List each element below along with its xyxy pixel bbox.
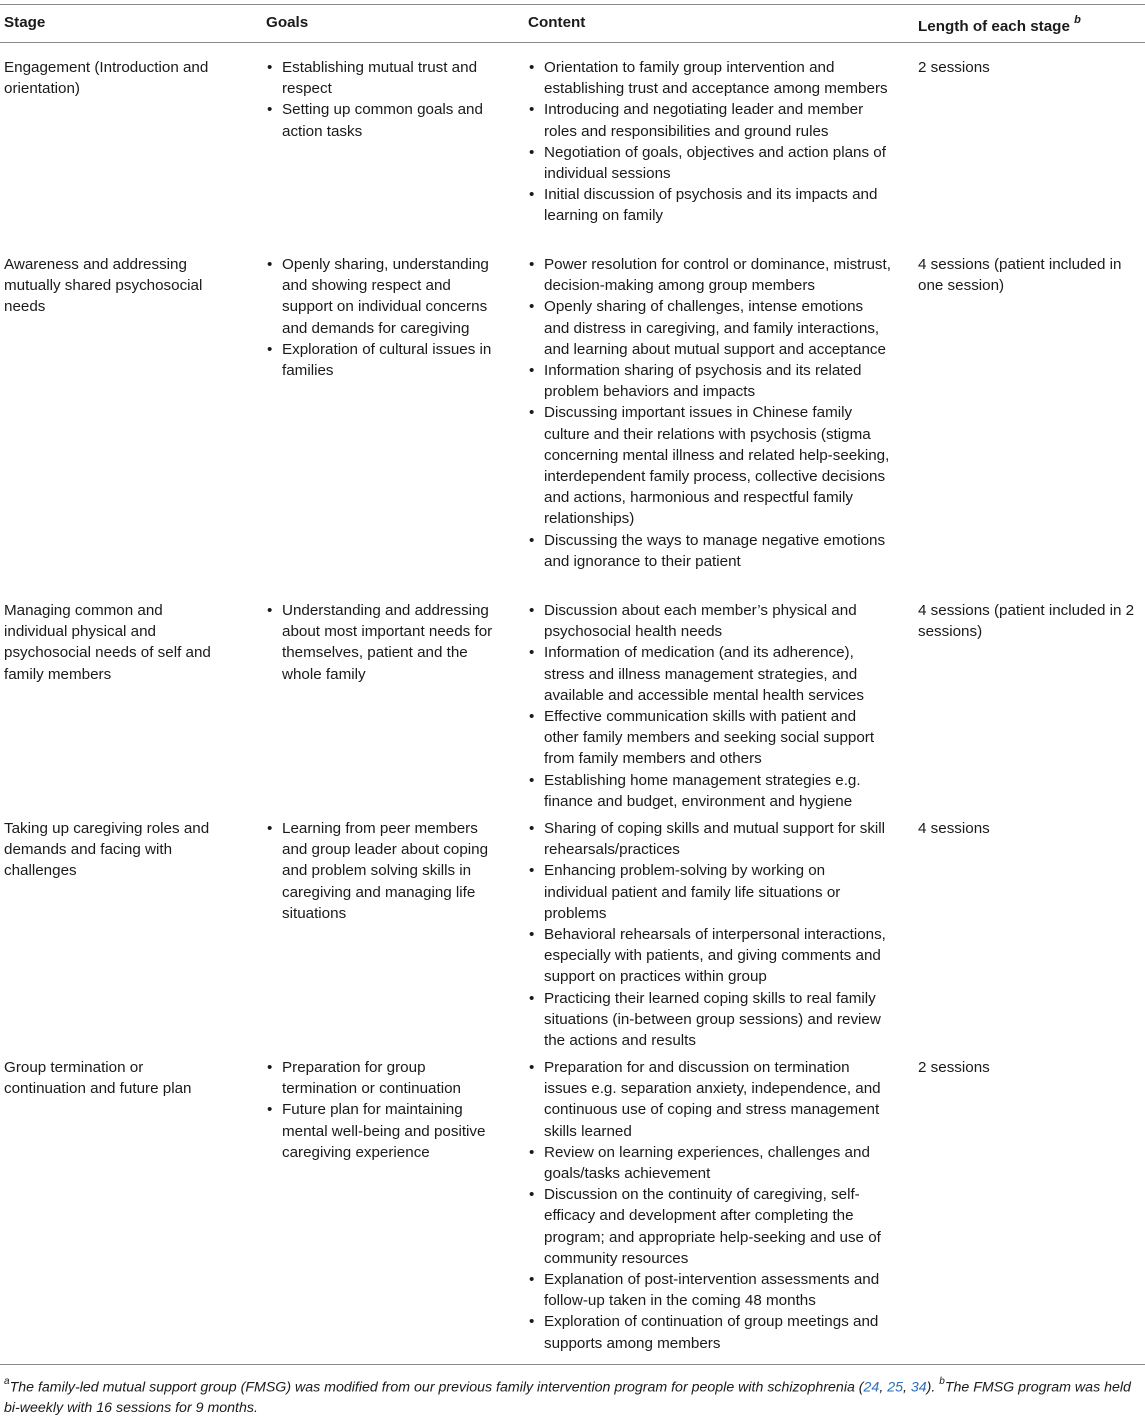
- header-length: [918, 12, 1081, 37]
- content-item: • Discussing important issues in Chinese family culture and their relations with psychosis (stigma concerning mental illness and related help-seeking, interdependent family process, collective decisions and actions, harmonious and respectful family relationships): [528, 402, 892, 529]
- header-stage-label: Stage: [4, 14, 46, 31]
- goals-list: [266, 1057, 502, 1163]
- content-item: • Orientation to family group intervention and establishing trust and acceptance among members: [528, 57, 892, 99]
- content-item: • Discussion on the continuity of caregiving, self-efficacy and development after completing the program; and appropriate help-seeking and use of community resources: [528, 1184, 892, 1269]
- content-item: • Information sharing of psychosis and its related problem behaviors and impacts: [528, 360, 892, 402]
- content-item: • Behavioral rehearsals of interpersonal interactions, especially with patients, and giving comments and support on practices within group: [528, 924, 892, 988]
- goal-item: • Setting up common goals and action tasks: [266, 99, 502, 141]
- header-length-footnote-mark: b: [1074, 14, 1081, 26]
- content-item: • Exploration of continuation of group meetings and supports among members: [528, 1311, 892, 1353]
- goal-item: • Understanding and addressing about most important needs for themselves, patient and the whole family: [266, 600, 502, 685]
- goal-item: • Establishing mutual trust and respect: [266, 57, 502, 99]
- stage-cell: Managing common and individual physical and psychosocial needs of self and family members: [4, 602, 211, 683]
- content-list: [528, 57, 892, 227]
- header-content-label: Content: [528, 14, 586, 31]
- content-item: • Effective communication skills with patient and other family members and seeking social support from family members and others: [528, 706, 892, 770]
- length-cell: 2 sessions: [918, 1059, 990, 1076]
- content-item: • Initial discussion of psychosis and its impacts and learning on family: [528, 184, 892, 226]
- content-item: • Openly sharing of challenges, intense emotions and distress in caregiving, and family interactions, and learning about mutual support and acceptance: [528, 296, 892, 360]
- header-length-label: Length of each stage: [918, 18, 1070, 36]
- content-item: • Establishing home management strategies e.g. finance and budget, environment and hygiene: [528, 770, 892, 812]
- content-list: [528, 818, 892, 1051]
- content-item: • Explanation of post-intervention assessments and follow-up taken in the coming 48 months: [528, 1269, 892, 1311]
- length-cell: 4 sessions: [918, 820, 990, 837]
- footnote-separator: ,: [879, 1379, 888, 1396]
- reference-link[interactable]: 25: [887, 1379, 903, 1396]
- content-item: • Sharing of coping skills and mutual support for skill rehearsals/practices: [528, 818, 892, 860]
- table-bottom-rule: [0, 1364, 1145, 1365]
- stage-cell: Awareness and addressing mutually shared psychosocial needs: [4, 256, 203, 316]
- content-item: • Negotiation of goals, objectives and action plans of individual sessions: [528, 142, 892, 184]
- content-list: [528, 254, 892, 572]
- footnote-separator: ,: [903, 1379, 911, 1396]
- content-item: • Introducing and negotiating leader and member roles and responsibilities and ground rules: [528, 99, 892, 141]
- footnote-a-mark: a: [4, 1376, 10, 1387]
- content-item: • Power resolution for control or dominance, mistrust, decision-making among group members: [528, 254, 892, 296]
- footnote-a-end: ).: [926, 1379, 940, 1396]
- content-item: • Enhancing problem-solving by working on individual patient and family life situations or problems: [528, 860, 892, 924]
- reference-link[interactable]: 24: [863, 1379, 880, 1396]
- goal-item: • Openly sharing, understanding and showing respect and support on individual concerns and demands for caregiving: [266, 254, 502, 339]
- table-footnote: [4, 1374, 1142, 1419]
- content-item: • Discussion about each member’s physical and psychosocial health needs: [528, 600, 892, 642]
- goal-item: • Learning from peer members and group leader about coping and problem solving skills in caregiving and managing life situations: [266, 818, 502, 924]
- goals-list: [266, 818, 502, 924]
- content-list: [528, 1057, 892, 1354]
- goals-list: [266, 254, 502, 381]
- content-item: • Preparation for and discussion on termination issues e.g. separation anxiety, independence, and continuous use of coping and stress management skills learned: [528, 1057, 892, 1142]
- length-cell: 4 sessions (patient included in one session): [918, 256, 1122, 295]
- table-header-rule: [0, 42, 1145, 43]
- footnote-a-text: The family-led mutual support group (FMSG) was modified from our previous family intervention program for people with schizophrenia (: [9, 1379, 864, 1396]
- header-content: [528, 12, 585, 33]
- footnote-b-text: The FMSG program was held bi-weekly with 16 sessions for 9 months.: [4, 1379, 1131, 1417]
- goals-list: [266, 57, 502, 142]
- footnote-b-mark: b: [939, 1376, 945, 1387]
- content-item: • Practicing their learned coping skills to real family situations (in-between group sessions) and review the actions and results: [528, 988, 892, 1052]
- length-cell: 4 sessions (patient included in 2 sessions): [918, 602, 1135, 641]
- header-stage: [4, 12, 45, 33]
- stage-cell: Group termination or continuation and future plan: [4, 1059, 192, 1098]
- table-top-rule: [0, 4, 1145, 5]
- content-item: • Review on learning experiences, challenges and goals/tasks achievement: [528, 1142, 892, 1184]
- content-item: • Information of medication (and its adherence), stress and illness management strategies, and available and accessible mental health services: [528, 642, 892, 706]
- header-goals-label: Goals: [266, 14, 309, 31]
- reference-link[interactable]: 34: [910, 1379, 927, 1396]
- goal-item: • Preparation for group termination or continuation: [266, 1057, 502, 1099]
- header-goals: [266, 12, 308, 33]
- goal-item: • Exploration of cultural issues in families: [266, 339, 502, 381]
- content-item: • Discussing the ways to manage negative emotions and ignorance to their patient: [528, 530, 892, 572]
- stage-cell: Engagement (Introduction and orientation): [4, 59, 209, 98]
- length-cell: 2 sessions: [918, 59, 990, 76]
- content-list: [528, 600, 892, 812]
- stage-cell: Taking up caregiving roles and demands and facing with challenges: [4, 820, 210, 880]
- goals-list: [266, 600, 502, 685]
- goal-item: • Future plan for maintaining mental well-being and positive caregiving experience: [266, 1099, 502, 1163]
